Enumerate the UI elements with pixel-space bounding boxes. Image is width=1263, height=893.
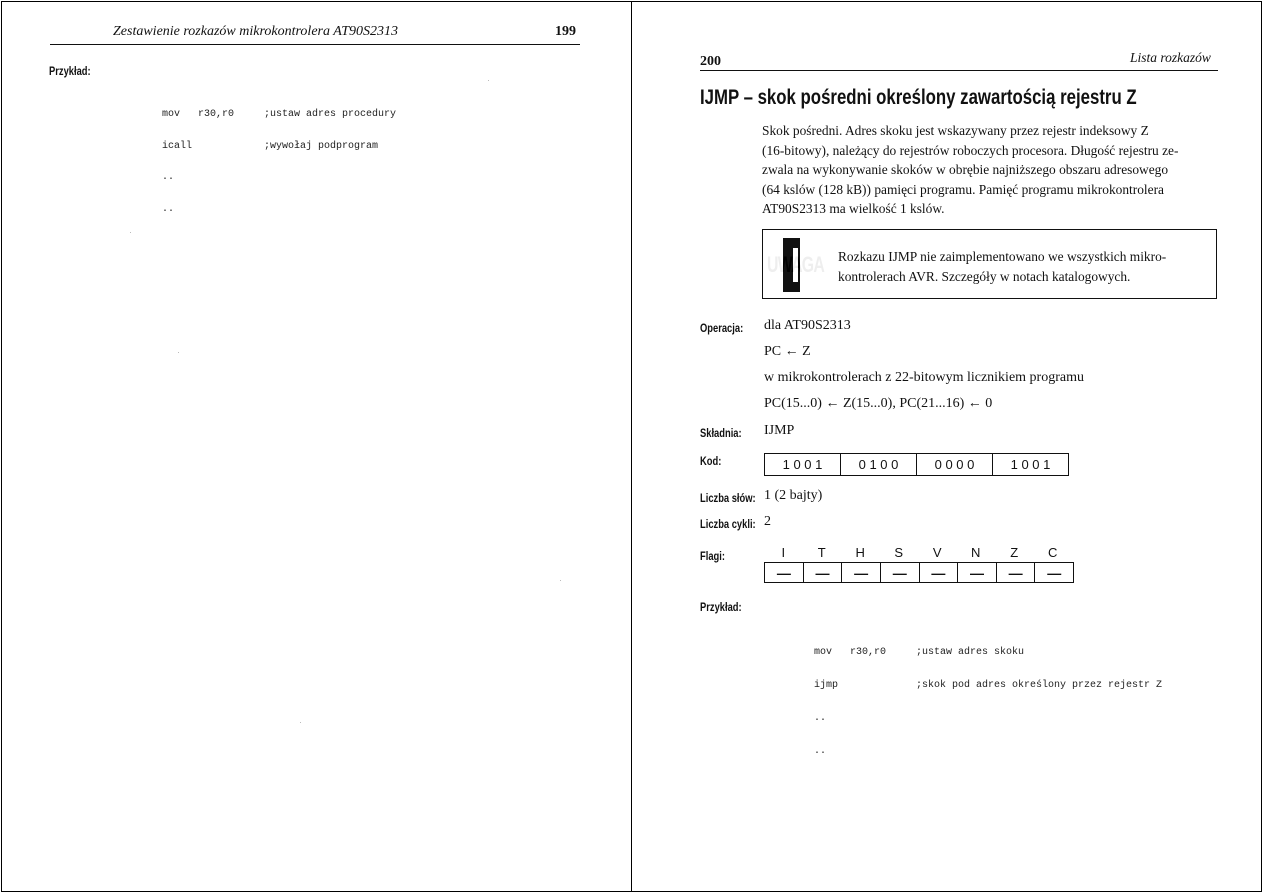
right-header-rule xyxy=(700,70,1218,71)
flag-name: H xyxy=(855,545,865,560)
description-line: zwala na wykonywanie skoków w obrębie najniższego obszaru adresowego xyxy=(762,162,1169,177)
left-code-line: .. xyxy=(162,203,175,215)
cycles-label: Liczba cykli: xyxy=(700,517,756,531)
right-code-line: .. xyxy=(814,746,827,757)
opcode-nibble: 1 0 0 1 xyxy=(993,454,1069,476)
opcode-nibble: 0 0 0 0 xyxy=(917,454,993,476)
scan-speck xyxy=(560,580,561,581)
left-running-header: Zestawienie rozkazów mikrokontrolera AT90S2313 xyxy=(113,24,399,39)
warning-icon xyxy=(766,238,824,292)
opcode-nibble: 0 1 0 0 xyxy=(841,454,917,476)
description-line: (64 kslów (128 kB)) pamięci programu. Pamięć programu mikrokontrolera xyxy=(762,181,1164,197)
flag-value: — xyxy=(842,563,881,582)
description-line: AT90S2313 ma wielkość 1 kslów. xyxy=(762,201,945,216)
left-code-line: .. xyxy=(162,172,175,183)
right-code-line: ijmp ;skok pod adres określony przez rejestr Z xyxy=(814,680,1163,691)
right-code-line: .. xyxy=(814,713,827,724)
left-example-label: Przykład: xyxy=(49,64,91,78)
right-example-label: Przykład: xyxy=(700,600,742,614)
book-spine xyxy=(631,1,632,891)
note-line: Rozkazu IJMP nie zaimplementowano we wszystkich mikro- xyxy=(838,249,1167,264)
right-running-header: Lista rozkazów xyxy=(1130,50,1211,65)
flag-name: T xyxy=(817,545,826,560)
flag-name: Z xyxy=(1010,545,1019,560)
note-text xyxy=(838,247,1166,287)
flag-values-row xyxy=(764,562,1074,583)
code-label: Kod: xyxy=(700,454,722,468)
scan-speck xyxy=(130,232,131,233)
flag-name: N xyxy=(971,545,981,560)
words-label: Liczba słów: xyxy=(700,491,756,505)
opcode-table xyxy=(764,453,1069,476)
flags-label: Flagi: xyxy=(700,549,725,563)
flag-value: — xyxy=(920,563,959,582)
scan-speck xyxy=(488,80,489,81)
left-code-block xyxy=(162,89,396,226)
cycles-value: 2 xyxy=(764,514,771,529)
left-code-line: icall ;wywołaj podprogram xyxy=(162,140,379,152)
operation-line: w mikrokontrolerach z 22-bitowym licznikiem programu xyxy=(764,370,1084,385)
left-header-rule xyxy=(50,44,580,45)
words-value: 1 (2 bajty) xyxy=(764,488,823,503)
description-line: Skok pośredni. Adres skoku jest wskazywany przez rejestr indeksowy Z xyxy=(762,123,1149,138)
scan-speck xyxy=(300,722,301,723)
flag-value: — xyxy=(997,563,1036,582)
section-title: IJMP – skok pośredni określony zawartością rejestru Z xyxy=(700,86,1137,109)
flag-name: C xyxy=(1048,545,1058,560)
syntax-value: IJMP xyxy=(764,423,795,438)
flag-name: I xyxy=(781,545,786,560)
left-code-line: mov r30,r0 ;ustaw adres procedury xyxy=(162,109,397,120)
syntax-label: Składnia: xyxy=(700,426,742,440)
operation-line: PC ← Z xyxy=(764,344,811,359)
operation-label: Operacja: xyxy=(700,321,744,335)
right-code-line: mov r30,r0 ;ustaw adres skoku xyxy=(814,647,1025,658)
operation-line: PC(15...0) ← Z(15...0), PC(21...16) ← 0 xyxy=(764,396,993,411)
note-line: kontrolerach AVR. Szczegóły w notach katalogowych. xyxy=(838,269,1131,284)
right-code-block xyxy=(814,625,1162,768)
scan-speck xyxy=(178,352,179,353)
instruction-description xyxy=(762,121,1220,219)
description-line: (16-bitowy), należący do rejestrów roboczych procesora. Długość rejestru ze- xyxy=(762,142,1179,158)
right-page-number: 200 xyxy=(700,54,721,69)
flag-value: — xyxy=(804,563,843,582)
flag-value: — xyxy=(1047,564,1062,581)
flag-value: — xyxy=(765,563,804,582)
warning-icon-label: UWAGA xyxy=(767,252,825,277)
flag-name: S xyxy=(894,545,904,560)
opcode-nibble: 1 0 0 1 xyxy=(765,454,841,476)
left-page-number: 199 xyxy=(555,24,576,39)
operation-line: dla AT90S2313 xyxy=(764,318,851,333)
flag-names-row xyxy=(764,545,1074,560)
flag-value: — xyxy=(881,563,920,582)
flag-name: V xyxy=(932,545,942,560)
flag-value: — xyxy=(958,563,997,582)
